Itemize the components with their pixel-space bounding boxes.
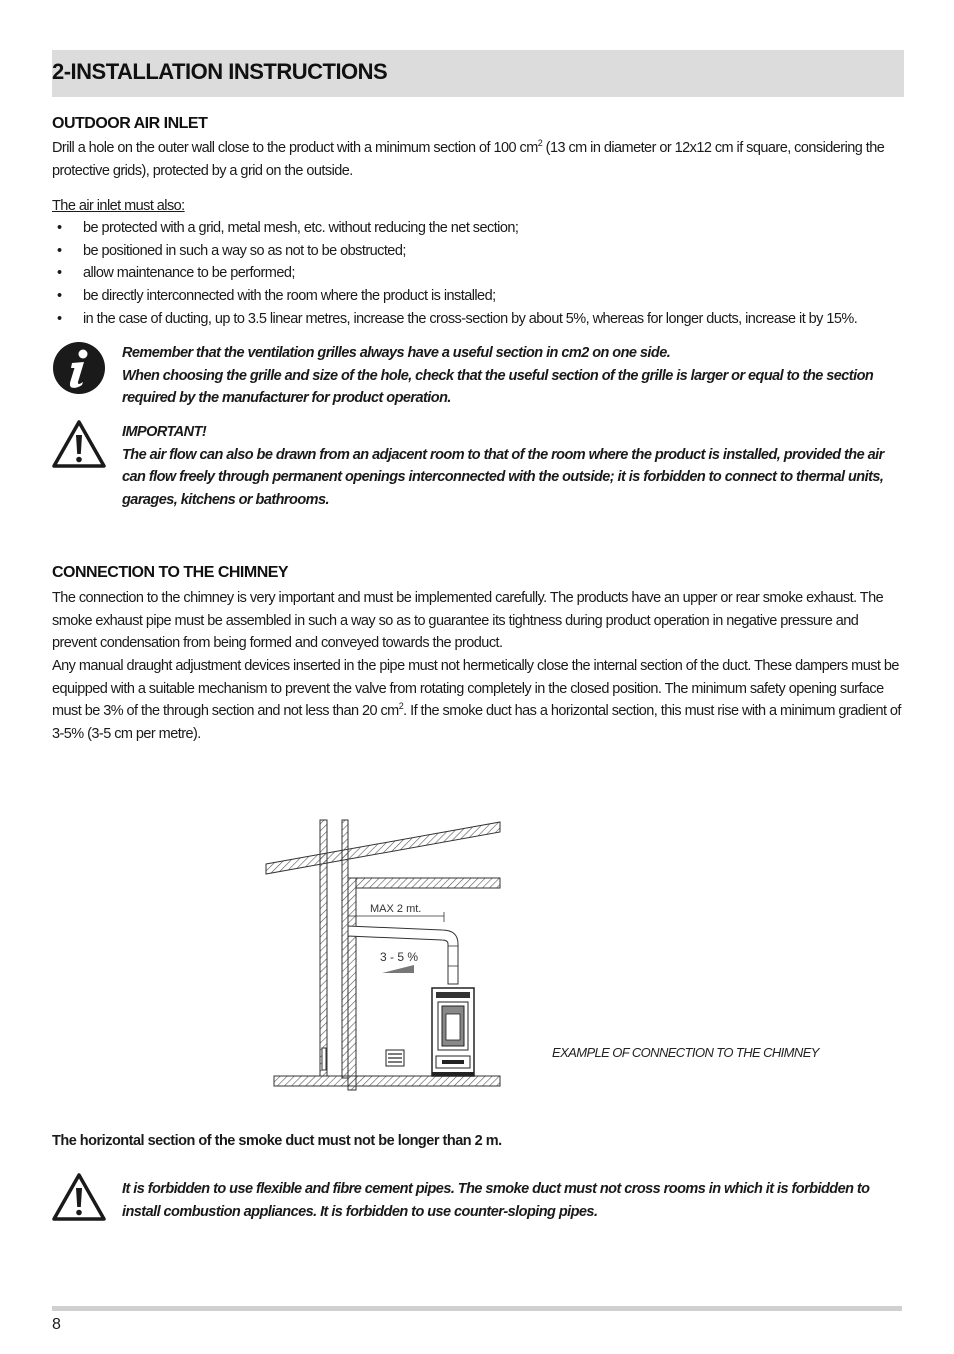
list-item	[52, 217, 904, 240]
bullet-dot: •	[57, 265, 62, 282]
chimney-paragraph-1: The connection to the chimney is very important and must be implemented carefully. The products have an upper or rear smoke exhaust. The smoke exhaust pipe must be assembled in such a way so as to guarantee its tightness during product operation in negative pressure and prevent condensation from being formed and conveyed towards the product.	[52, 590, 884, 652]
air-inlet-vent	[386, 1050, 404, 1066]
list-item-text: be directly interconnected with the room where the product is installed;	[83, 288, 496, 305]
section-header-bar	[52, 50, 904, 97]
horizontal-section-note: The horizontal section of the smoke duct must not be longer than 2 m.	[52, 1133, 502, 1149]
max-length-dimension	[348, 903, 444, 922]
page-title: 2-INSTALLATION INSTRUCTIONS	[52, 59, 388, 84]
chimney-connection-diagram	[262, 818, 504, 1099]
list-item-text: be protected with a grid, metal mesh, etc. without reducing the net section;	[83, 220, 519, 236]
list-item	[52, 308, 904, 331]
warning-note-pipes	[122, 1178, 904, 1223]
bullet-dot: •	[57, 288, 62, 305]
warning-icon	[51, 419, 107, 474]
warning-text: The air flow can also be drawn from an adjacent room to that of the room where the product is installed, provided the air can flow freely through permanent openings interconnected with the outside; it is forbidden to connect to thermal units, garages, kitchens or bathrooms.	[122, 446, 884, 509]
outdoor-intro-superscript: 2	[537, 138, 543, 148]
slope-indicator	[380, 950, 418, 973]
slope-label: 3 - 5 %	[380, 950, 419, 964]
stove-illustration	[432, 988, 474, 1076]
bullet-dot: •	[57, 310, 62, 327]
chimney-connection-heading: CONNECTION TO THE CHIMNEY	[52, 564, 289, 581]
diagram-caption: EXAMPLE OF CONNECTION TO THE CHIMNEY	[552, 1045, 819, 1060]
chimney-paragraph-2	[52, 655, 904, 746]
outdoor-air-inlet-heading: OUTDOOR AIR INLET	[52, 115, 208, 132]
max-length-label: MAX 2 mt.	[370, 903, 422, 915]
warning-icon	[51, 1172, 107, 1227]
list-item-text: in the case of ducting, up to 3.5 linear metres, increase the cross-section by about 5%, whereas for longer ducts, increase it by 15%.	[83, 310, 858, 327]
list-item	[52, 262, 904, 285]
info-note-line-2: When choosing the grille and size of the hole, check that the useful section of the grille is larger or equal to the section required by the manufacturer for product operation.	[122, 367, 874, 407]
pipes-warning-text: It is forbidden to use flexible and fibre cement pipes. The smoke duct must not cross rooms in which it is forbidden to install combustion appliances. It is forbidden to use counter-sloping pipes.	[122, 1181, 870, 1220]
floor-slab	[274, 1076, 500, 1086]
bullet-dot: •	[57, 220, 62, 236]
air-inlet-requirements-list	[52, 217, 904, 331]
info-icon	[52, 341, 106, 400]
roof-slab	[266, 822, 500, 874]
warning-heading: IMPORTANT!	[122, 424, 207, 440]
list-item-text: be positioned in such a way so as not to be obstructed;	[83, 242, 406, 259]
chimney-para2-text-2: . If the smoke duct has a horizontal section, this must rise with a minimum gradient of 3-5% (3-5 cm per metre).	[52, 703, 901, 743]
outdoor-intro-text-2: (13 cm in diameter or 12x12 cm if square, considering the protective grids), protected by a grid on the outside.	[52, 140, 885, 179]
info-note-line-1: Remember that the ventilation grilles always have a useful section in cm2 on one side.	[122, 345, 671, 361]
bullet-dot: •	[57, 242, 62, 259]
outdoor-intro-text-1: Drill a hole on the outer wall close to the product with a minimum section of 100 cm	[52, 140, 538, 156]
warning-note-air-flow	[122, 421, 904, 512]
outdoor-intro-paragraph	[52, 137, 904, 182]
list-item-text: allow maintenance to be performed;	[83, 265, 295, 282]
chimney-para2-superscript: 2	[398, 701, 404, 712]
info-note	[122, 342, 904, 410]
air-inlet-must-label: The air inlet must also:	[52, 198, 185, 214]
list-item	[52, 240, 904, 263]
page-number: 8	[52, 1316, 61, 1333]
footer-divider	[52, 1306, 902, 1311]
list-item	[52, 285, 904, 308]
chimney-para2-text-1: Any manual draught adjustment devices inserted in the pipe must not hermetically close the internal section of the duct. These dampers must be equipped with a suitable mechanism to prevent the valve from rotating completely in the closed position. The minimum safety opening surface must be 3% of the through section and not less than 20 cm	[52, 658, 899, 720]
